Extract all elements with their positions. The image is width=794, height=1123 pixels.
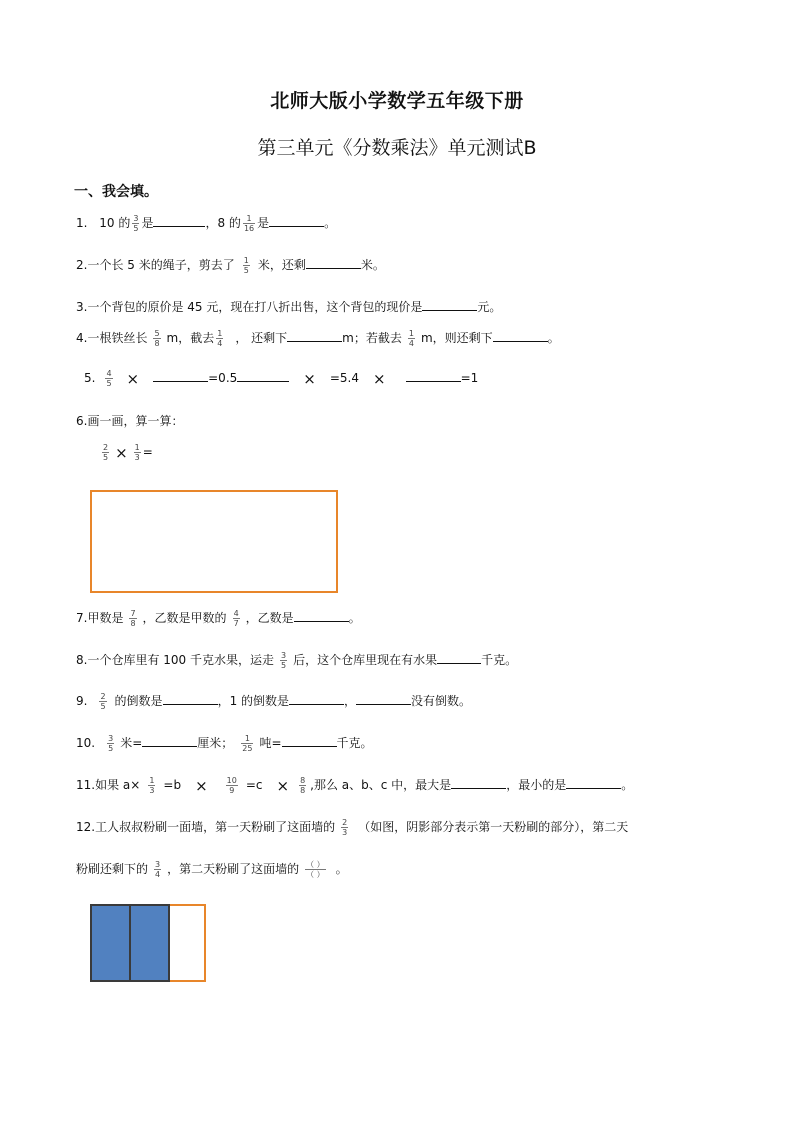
q11-text-b: =b: [163, 778, 182, 792]
wall-shaded-part-1: [90, 904, 131, 982]
q6-times: ×: [115, 443, 128, 462]
q10-fraction-2: $\frac{1}{25}$: [242, 734, 253, 753]
q1-blank-2[interactable]: [269, 215, 324, 227]
q11-blank-1[interactable]: [451, 777, 506, 789]
q4-blank-1[interactable]: [287, 330, 342, 342]
q7-text-c: ，乙数是: [245, 611, 294, 625]
q11-fraction-2: $\frac{10}{9}$: [226, 776, 237, 795]
q6-fraction-1: $\frac{2}{5}$: [103, 443, 109, 462]
q5-num: 5.: [84, 371, 96, 385]
q1-blank-1[interactable]: [153, 215, 205, 227]
q1-text-b: 是: [141, 216, 154, 230]
q3-blank[interactable]: [422, 299, 477, 311]
wall-shaded-part-2: [129, 904, 170, 982]
question-12-line-2: [76, 860, 348, 879]
question-7: [76, 609, 361, 628]
q5-blank-3[interactable]: [406, 370, 461, 382]
q10-text-d: 千克。: [336, 736, 373, 750]
question-8: [76, 651, 517, 670]
q12-text-end: 。: [335, 862, 348, 876]
q12-text-a: 12.工人叔叔粉刷一面墙，第一天粉刷了这面墙的: [76, 820, 336, 834]
q3-text-a: 3.一个背包的原价是 45 元，现在打八折出售，这个背包的现价是: [76, 300, 423, 314]
q11-text-c: =c: [245, 778, 263, 792]
q12-text-b: （如图，阴影部分表示第一天粉刷的部分），第二天: [358, 820, 629, 834]
question-12-line-1: [76, 818, 628, 837]
q5-times-3: ×: [372, 369, 386, 388]
question-5: [84, 369, 478, 388]
q5-text-a: =0.5: [208, 371, 238, 385]
q11-fraction-1: $\frac{1}{3}$: [149, 776, 155, 795]
q4-text-f: 。: [547, 331, 560, 345]
question-2: [76, 256, 385, 275]
q10-fraction-1: $\frac{3}{5}$: [108, 734, 114, 753]
q11-text-f: 。: [621, 778, 634, 792]
q11-fraction-3: $\frac{8}{8}$: [300, 776, 306, 795]
q9-blank-1[interactable]: [163, 693, 218, 705]
q5-blank-1[interactable]: [153, 370, 208, 382]
page-subtitle: 第三单元《分数乘法》单元测试B: [257, 137, 537, 159]
q10-text-a: 米=: [120, 736, 143, 750]
q4-text-b: m，截去: [166, 331, 215, 345]
q6-equals: =: [142, 445, 153, 459]
question-9: [76, 692, 471, 711]
question-10: [76, 734, 373, 753]
q12-text-d: ，第二天粉刷了这面墙的: [167, 862, 300, 876]
q9-fraction: $\frac{2}{5}$: [100, 692, 106, 711]
q9-text-b: ，1 的倒数是: [217, 694, 290, 708]
q7-text-b: ，乙数是甲数的: [142, 611, 227, 625]
q1-num: 1.: [76, 216, 88, 230]
q12-text-c: 粉刷还剩下的: [76, 862, 149, 876]
q8-text-b: 后，这个仓库里现在有水果: [293, 653, 438, 667]
q8-blank[interactable]: [437, 652, 481, 664]
q6-expression: [100, 443, 153, 462]
q7-text-a: 7.甲数是: [76, 611, 124, 625]
q2-blank[interactable]: [306, 257, 361, 269]
q1-text-d: 是: [257, 216, 270, 230]
q11-text-e: ，最小的是: [506, 778, 567, 792]
q7-fraction-1: $\frac{7}{8}$: [130, 609, 136, 628]
q9-num: 9.: [76, 694, 88, 708]
q1-fraction-2: $\frac{1}{16}$: [243, 214, 255, 233]
q4-text-a: 4.一根铁丝长: [76, 331, 148, 345]
q4-fraction-1: $\frac{5}{8}$: [154, 329, 160, 348]
q12-fraction-2: $\frac{3}{4}$: [155, 860, 161, 879]
q1-fraction-1: $\frac{3}{5}$: [133, 214, 139, 233]
q11-times-2: ×: [276, 776, 290, 795]
page-title: 北师大版小学数学五年级下册: [270, 90, 524, 112]
q1-text-c: ，8 的: [205, 216, 241, 230]
q4-fraction-2: $\frac{1}{4}$: [217, 329, 223, 348]
q11-blank-2[interactable]: [566, 777, 621, 789]
q4-text-e: m，则还剩下: [420, 331, 493, 345]
q4-text-d: m；若截去: [342, 331, 402, 345]
question-1: [76, 214, 336, 233]
q9-text-a: 的倒数是: [114, 694, 163, 708]
q2-text-b: 米，还剩: [257, 258, 306, 272]
q5-times-1: ×: [126, 369, 140, 388]
q7-fraction-2: $\frac{4}{7}$: [233, 609, 239, 628]
q5-text-c: =1: [460, 371, 479, 385]
q1-text-a: 10 的: [99, 216, 131, 230]
q12-fraction-1: $\frac{2}{3}$: [342, 818, 348, 837]
question-6: 6.画一画，算一算：: [76, 414, 184, 428]
q4-fraction-3: $\frac{1}{4}$: [408, 329, 414, 348]
q8-text-a: 8.一个仓库里有 100 千克水果，运走: [76, 653, 274, 667]
q9-text-c: ，: [344, 694, 357, 708]
q11-times-1: ×: [195, 776, 208, 795]
q10-text-c: 吨=: [259, 736, 282, 750]
question-4: [76, 329, 560, 348]
q5-text-b: =5.4: [329, 371, 359, 385]
q8-fraction: $\frac{3}{5}$: [280, 651, 287, 670]
q12-answer-fraction[interactable]: （ ） （ ）: [306, 860, 325, 879]
q2-text-c: 米。: [360, 258, 385, 272]
q9-blank-2[interactable]: [289, 693, 344, 705]
q7-blank[interactable]: [294, 610, 349, 622]
drawing-box[interactable]: [90, 490, 338, 593]
q4-text-c: ， 还剩下: [235, 331, 288, 345]
q8-text-c: 千克。: [481, 653, 518, 667]
question-3: [76, 298, 501, 315]
q2-text-a: 2.一个长 5 米的绳子，剪去了: [76, 258, 235, 272]
q7-text-d: 。: [348, 611, 361, 625]
wall-figure: [90, 904, 206, 982]
q10-blank-1[interactable]: [142, 735, 197, 747]
q2-fraction: $\frac{1}{5}$: [243, 256, 249, 275]
q9-text-d: 没有倒数。: [411, 694, 472, 708]
q9-blank-3[interactable]: [356, 693, 411, 705]
q1-text-e: 。: [324, 216, 337, 230]
section-heading: 一、我会填。: [74, 184, 158, 200]
q5-blank-2[interactable]: [237, 370, 289, 382]
q10-text-b: 厘米；: [197, 736, 234, 750]
q11-text-a: 11.如果 a×: [76, 778, 141, 792]
question-11: [76, 776, 633, 795]
q10-blank-2[interactable]: [282, 735, 337, 747]
q6-fraction-2: $\frac{1}{3}$: [134, 443, 140, 462]
q5-times-2: ×: [303, 369, 316, 388]
q3-text-b: 元。: [477, 300, 502, 314]
q4-blank-2[interactable]: [493, 330, 548, 342]
q11-text-d: ,那么 a、b、c 中，最大是: [310, 778, 452, 792]
q5-fraction: $\frac{4}{5}$: [106, 369, 112, 388]
q10-num: 10.: [76, 736, 96, 750]
